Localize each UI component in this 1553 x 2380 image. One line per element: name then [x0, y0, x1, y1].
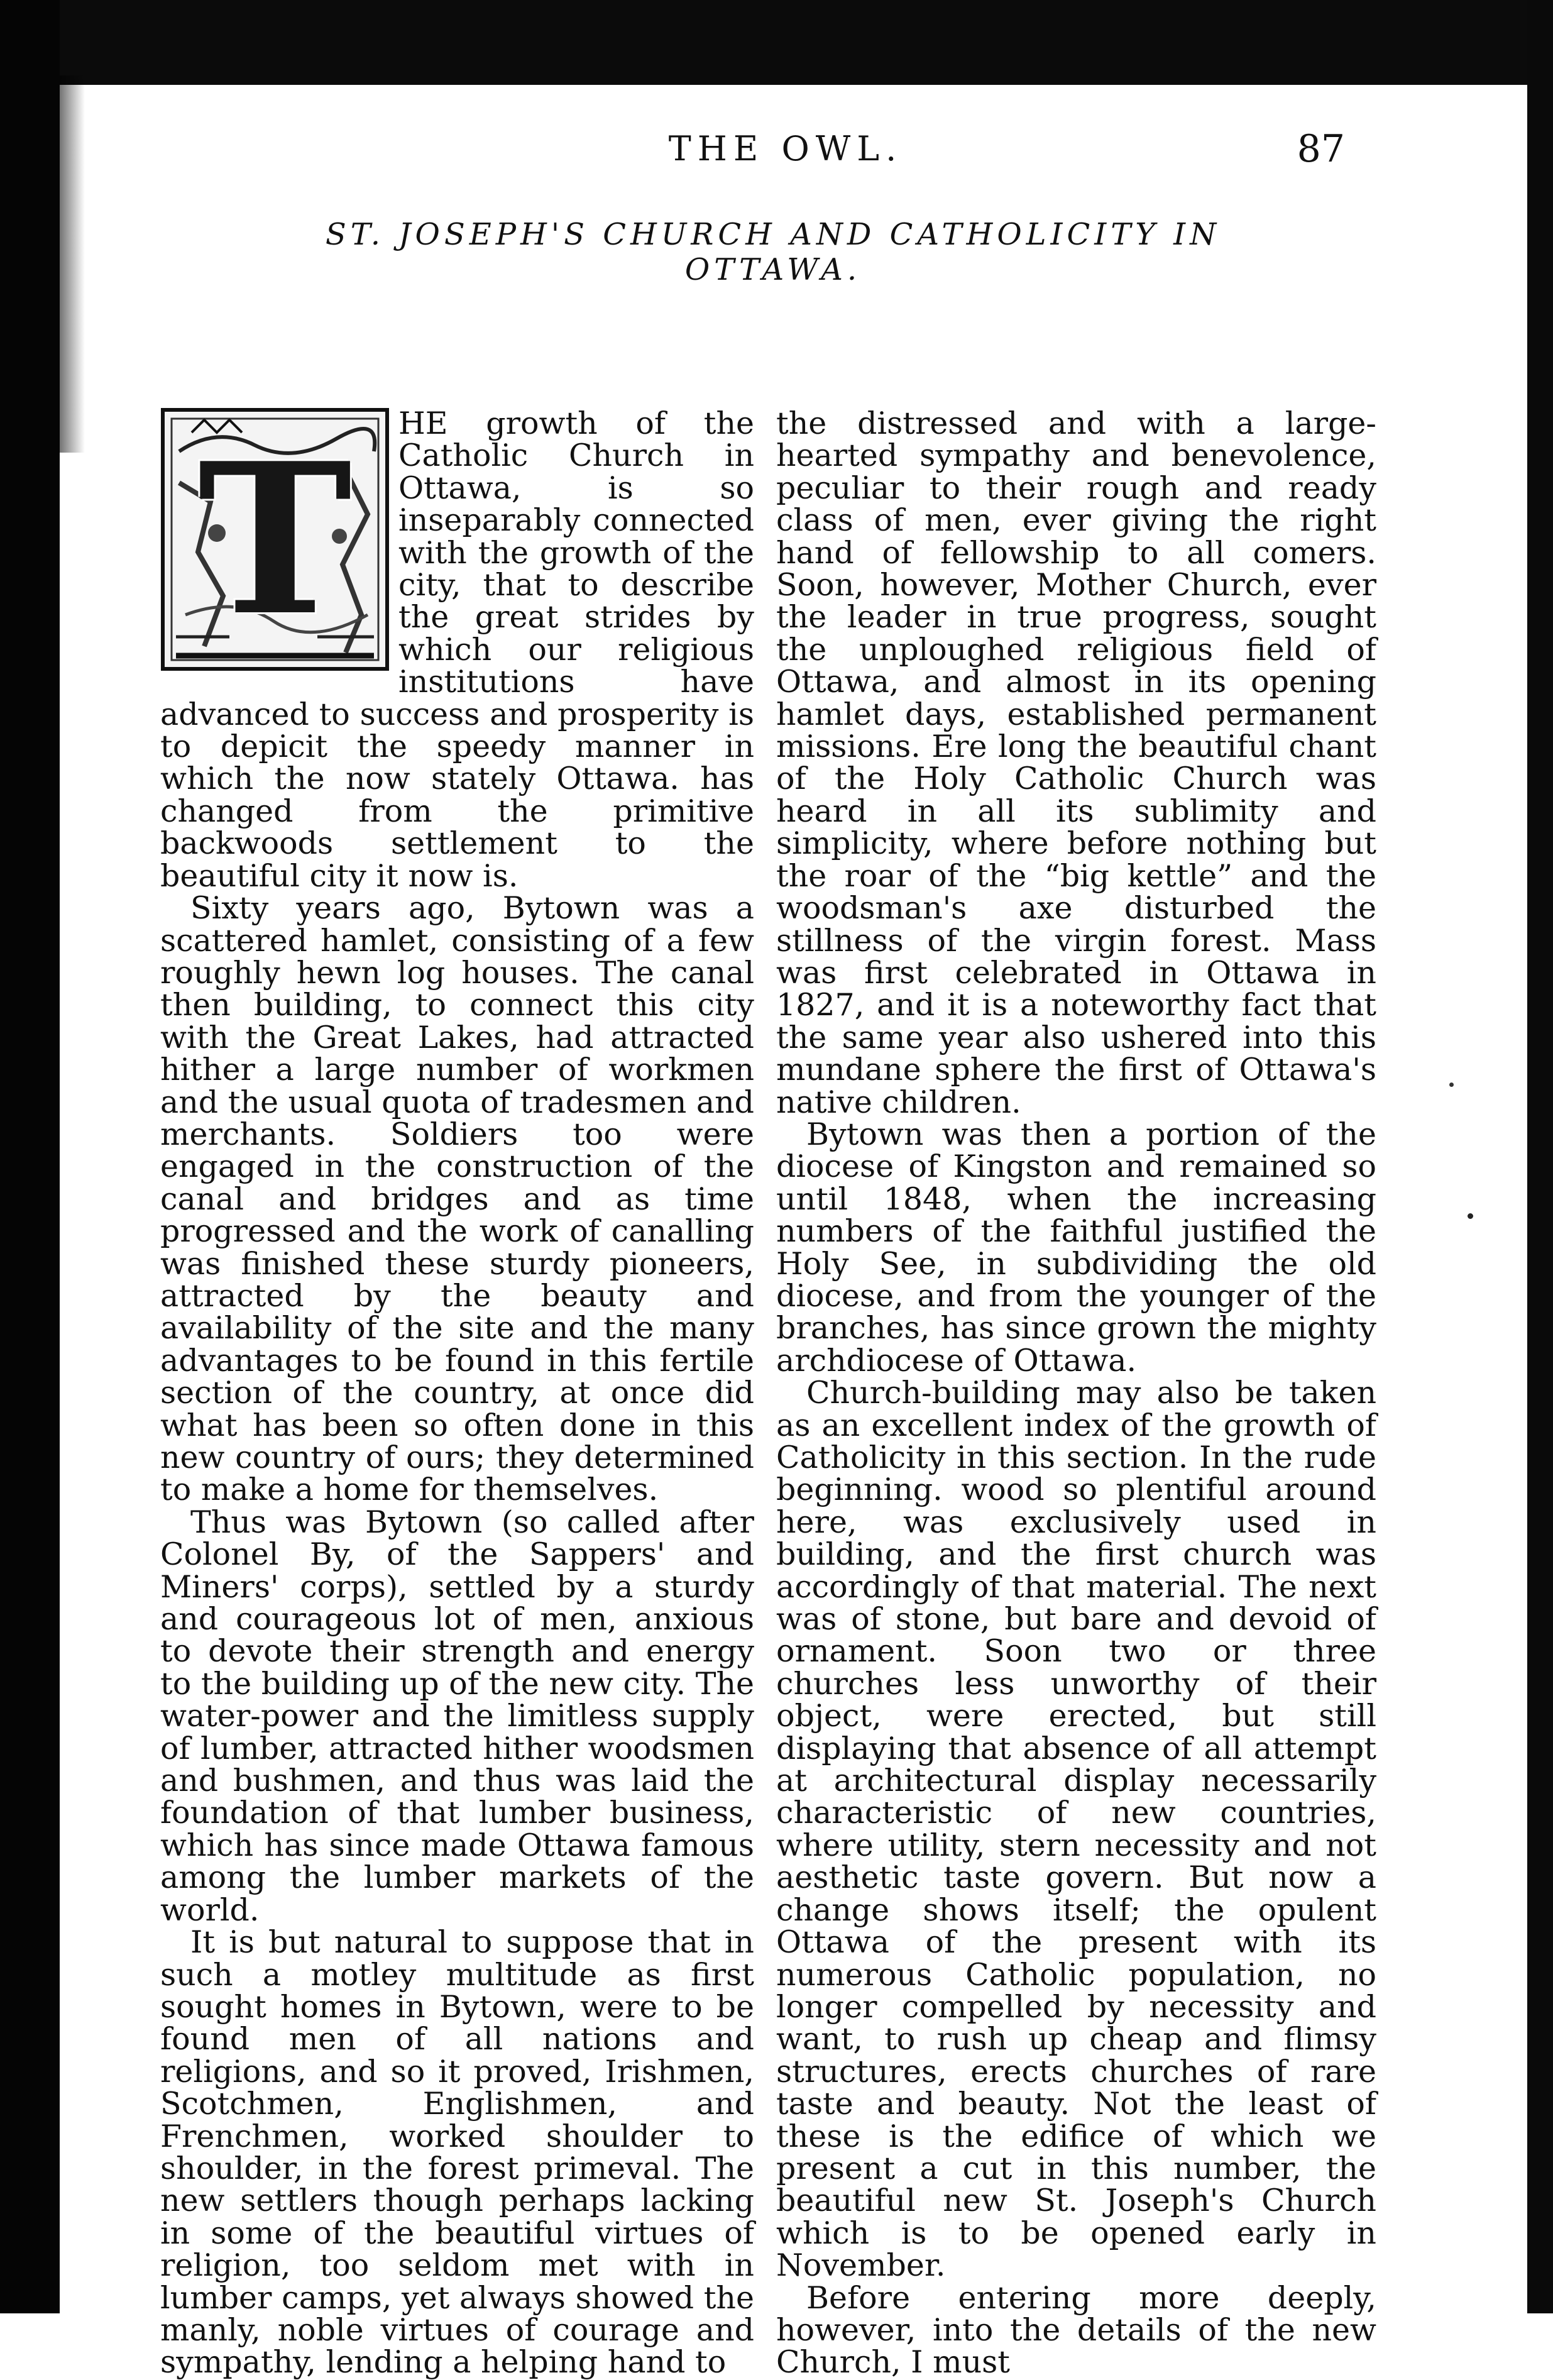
running-head: THE OWL. [668, 129, 903, 168]
decorated-initial [160, 407, 390, 671]
page-number: 87 [1297, 127, 1345, 171]
paragraph: Sixty years ago, Bytown was a scattered hamlet, consisting of a few roughly hewn log houses. The canal then building, to connect this city with the Great Lakes, had attracted hither a large number of workmen and the usual quota of tradesmen and merchants. Soldiers too were engaged in the construction of the canal and bridges and as time progressed and the work of canalling was finished these sturdy pioneers, attracted by the beauty and availability of the site and the many advantages to be found in this fertile section of the country, at once did what has been so often done in this new country of ours; they determined to make a home for themselves. [160, 890, 754, 1508]
right-column [776, 405, 1376, 2380]
paragraph: Thus was Bytown (so called after Colonel By, of the Sappers' and Miners' corps), settled by a sturdy and courageous lot of men, anxious to devote their strength and energy to the building up of the new city. The water-power and the limitless supply of lumber, attracted hither woodsmen and bushmen, and thus was laid the foundation of that lumber business, which has since made Ottawa famous among the lumber markets of the world. [160, 1504, 754, 1928]
scan-left-shadow [60, 75, 85, 453]
article-title: ST. JOSEPH'S CHURCH AND CATHOLICITY IN OTTAWA. [325, 217, 1221, 287]
scan-right-border [1527, 0, 1553, 2313]
ink-speck [1449, 1083, 1454, 1087]
paragraph: Bytown was then a portion of the diocese of Kingston and remained so until 1848, when the increasing numbers of the faithful justified the Holy See, in subdividing the old diocese, and from the younger of the branches, has since grown the mighty archdiocese of Ottawa. [776, 1116, 1376, 1379]
ink-speck [1468, 1213, 1473, 1219]
left-column [160, 405, 754, 2380]
paragraph: Church-building may also be taken as an excellent index of the growth of Catholicity in this section. In the rude beginning. wood so plentiful around here, was exclusively used in building, and the first church was accordingly of that material. The next was of stone, but bare and devoid of ornament. Soon two or three churches less unworthy of their object, were erected, but still displaying that absence of all attempt at architectural display necessarily characteristic of new countries, where utility, stern necessity and not aesthetic taste govern. But now a change shows itself; the opulent Ottawa of the present with its numerous Catholic population, no longer compelled by necessity and want, to rush up cheap and flimsy structures, erects churches of rare taste and beauty. Not the least of these is the edifice of which we present a cut in this number, the beautiful new St. Joseph's Church which is to be opened early in November. [776, 1375, 1376, 2284]
paragraph: Before entering more deeply, however, into the details of the new Church, I must [776, 2279, 1376, 2380]
paragraph: HE growth of the Catholic Church in Ottawa, is so inseparably connected with the growth of the city, that to describe the great strides by which our religious institutions have advanced to success and prosperity is to depicit the speedy manner in which the now stately Ottawa. has changed from the primitive backwoods settlement to the beautiful city it now is. [160, 405, 754, 894]
initial-letter: T [197, 417, 353, 661]
paragraph: It is but natural to suppose that in such a motley multitude as first sought homes in Bytown, were to be found men of all nations and religions, and so it proved, Irishmen, Scotchmen, Englishmen, and Frenchmen, worked shoulder to shoulder, in the forest primeval. The new settlers though perhaps lacking in some of the beautiful virtues of religion, too seldom met with in lumber camps, yet always showed the manly, noble virtues of courage and sympathy, lending a helping hand to [160, 1924, 754, 2380]
scan-left-border [0, 0, 60, 2313]
paragraph: the distressed and with a large-hearted sympathy and benevolence, peculiar to their rough and ready class of men, ever giving the right hand of fellowship to all comers. Soon, however, Mother Church, ever the leader in true progress, sought the unploughed religious field of Ottawa, and almost in its opening hamlet days, established permanent missions. Ere long the beautiful chant of the Holy Catholic Church was heard in all its sublimity and simplicity, where before nothing but the roar of the “big kettle” and the woodsman's axe disturbed the stillness of the virgin forest. Mass was first celebrated in Ottawa in 1827, and it is a noteworthy fact that the same year also ushered into this mundane sphere the first of Ottawa's native children. [776, 405, 1376, 1120]
